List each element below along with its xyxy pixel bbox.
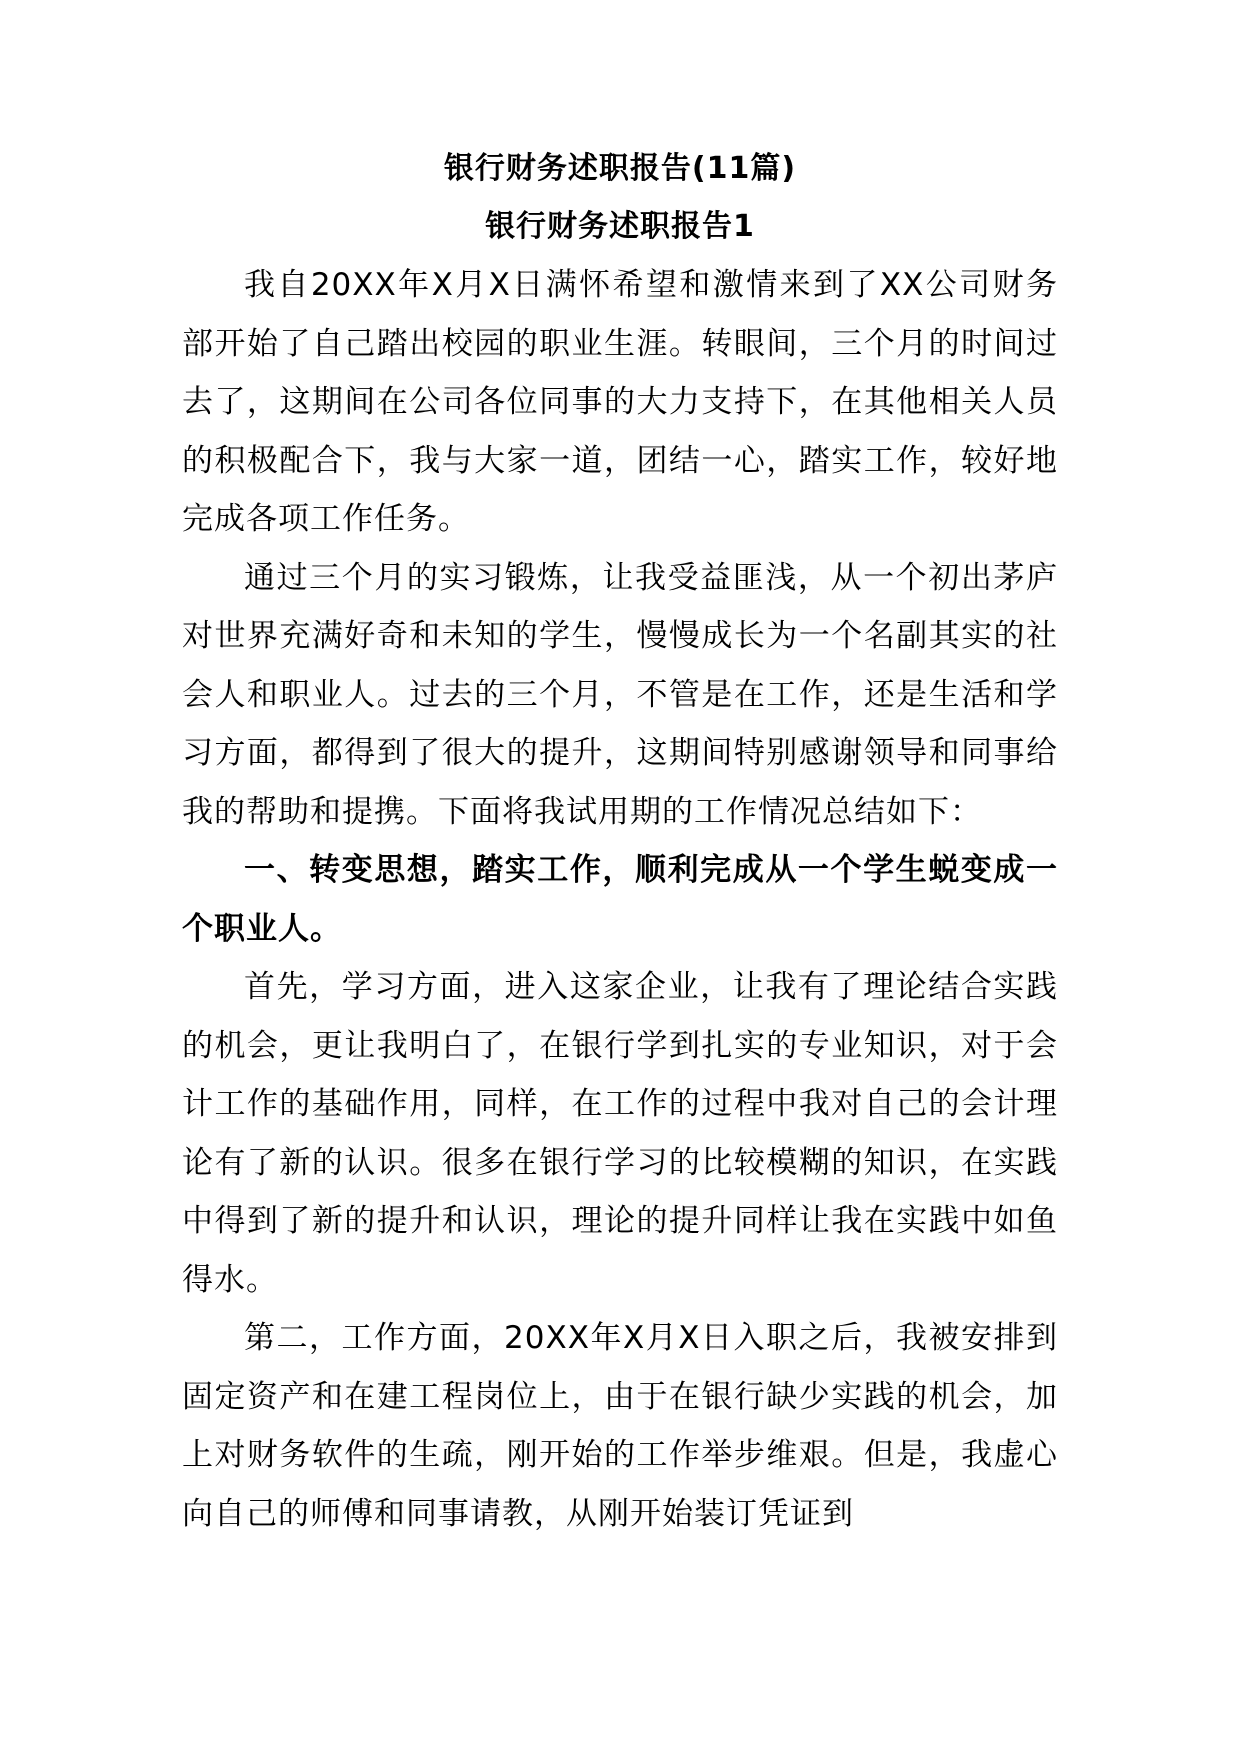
main-title: 银行财务述职报告(11篇): [443, 151, 797, 186]
section-heading-1: 一、转变思想，踏实工作，顺利完成从一个学生蜕变成一个职业人。: [182, 852, 1058, 947]
paragraph-4: 第二，工作方面，20XX年X月X日入职之后，我被安排到固定资产和在建工程岗位上，由于在银行缺少实践的机会，加上对财务软件的生疏，刚开始的工作举步维艰。但是，我虚心向自己的师傅和同事请教，从刚开始装订凭证到: [182, 1320, 1058, 1532]
paragraph-2: 通过三个月的实习锻炼，让我受益匪浅，从一个初出茅庐对世界充满好奇和未知的学生，慢慢成长为一个名副其实的社会人和职业人。过去的三个月，不管是在工作，还是生活和学习方面，都得到了很大的提升，这期间特别感谢领导和同事给我的帮助和提携。下面将我试用期的工作情况总结如下：: [182, 559, 1058, 830]
paragraph-1: 我自20XX年X月X日满怀希望和激情来到了XX公司财务部开始了自己踏出校园的职业生涯。转眼间，三个月的时间过去了，这期间在公司各位同事的大力支持下，在其他相关人员的积极配合下，我与大家一道，团结一心，踏实工作，较好地完成各项工作任务。: [182, 267, 1058, 537]
paragraph-3: 首先，学习方面，进入这家企业，让我有了理论结合实践的机会，更让我明白了，在银行学到扎实的专业知识，对于会计工作的基础作用，同样，在工作的过程中我对自己的会计理论有了新的认识。很多在银行学习的比较模糊的知识，在实践中得到了新的提升和认识，理论的提升同样让我在实践中如鱼得水。: [182, 969, 1058, 1298]
subtitle: 银行财务述职报告1: [485, 209, 755, 244]
document-body: [182, 140, 1058, 1543]
